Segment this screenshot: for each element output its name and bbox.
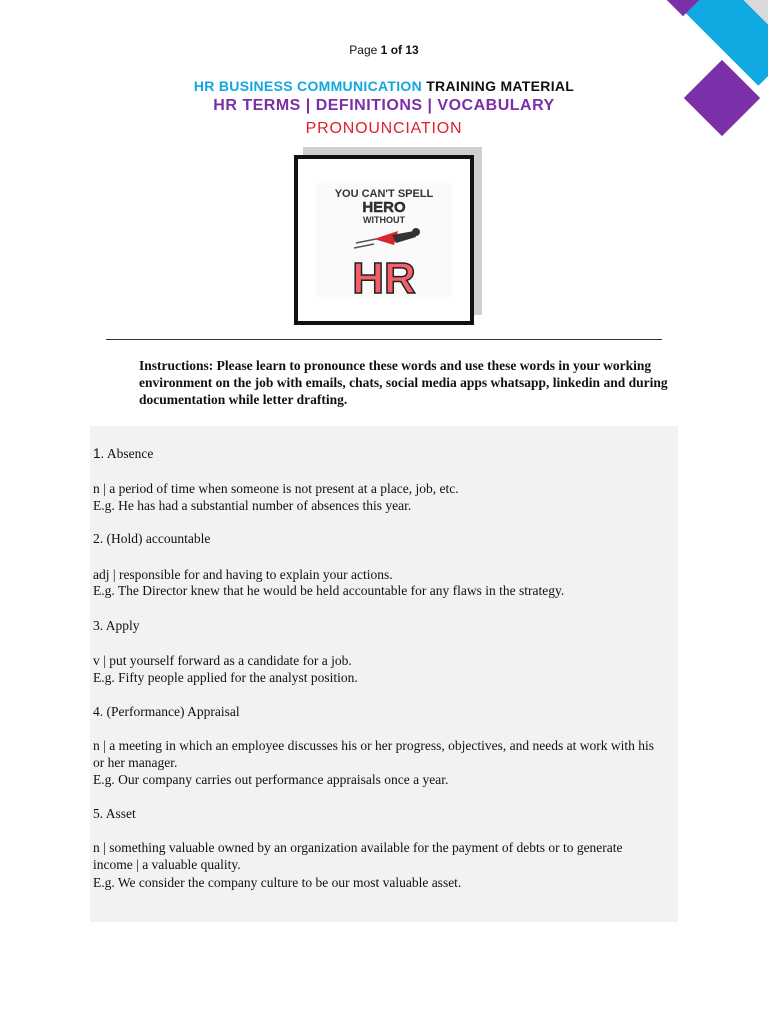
- term-definition: adj | responsible for and having to explain your actions.: [93, 567, 393, 582]
- term-name: (Performance) Appraisal: [106, 704, 240, 719]
- term-number: 5.: [93, 806, 104, 821]
- term-example: E.g. We consider the company culture to be our most valuable asset.: [93, 875, 462, 890]
- term-name: Apply: [105, 618, 140, 633]
- term-heading: [93, 617, 663, 634]
- term-example: E.g. Our company carries out performance appraisals once a year.: [93, 772, 449, 787]
- term-number: 4.: [93, 704, 104, 719]
- term-example: E.g. The Director knew that he would be held accountable for any flaws in the strategy.: [93, 583, 565, 598]
- term-name: Absence: [106, 446, 154, 461]
- term-number: 1.: [93, 446, 105, 461]
- term-name: Asset: [105, 806, 136, 821]
- term-number: 3.: [93, 618, 104, 633]
- term-definition: n | a meeting in which an employee discusses his or her progress, objectives, and needs at work with his or her manager.: [93, 738, 654, 770]
- term-definition: v | put yourself forward as a candidate for a job.: [93, 653, 352, 668]
- term-heading: [93, 805, 663, 822]
- term-example: E.g. Fifty people applied for the analyst position.: [93, 670, 358, 685]
- term-definition: n | something valuable owned by an organization available for the payment of debts or to generate income | a valuable quality.: [93, 840, 623, 872]
- flying-hero-icon: [354, 228, 420, 248]
- title-line-2: HR TERMS | DEFINITIONS | VOCABULARY: [213, 97, 555, 114]
- title-line-3: PRONOUNCIATION: [305, 120, 463, 137]
- term-heading: [93, 530, 663, 547]
- logo-line-2: HERO: [362, 199, 406, 216]
- page-number: Page 1 of 13: [349, 43, 419, 57]
- title-cyan-text: HR BUSINESS COMMUNICATION: [193, 78, 422, 94]
- title-dark-text: TRAINING MATERIAL: [426, 78, 575, 94]
- term-number: 2.: [93, 531, 104, 546]
- instructions-text: Instructions: Please learn to pronounce these words and use these words in your working environment on the job with emails, chats, social media apps whatsapp, linkedin and during documentation while letter drafting.: [139, 358, 668, 407]
- term-definition: n | a period of time when someone is not present at a place, job, etc.: [93, 481, 459, 496]
- corner-decoration: [568, 0, 768, 140]
- term-example: E.g. He has had a substantial number of absences this year.: [93, 498, 412, 513]
- term-heading: [93, 703, 663, 720]
- term-name: (Hold) accountable: [106, 531, 211, 546]
- hero-hr-logo: [294, 155, 474, 325]
- logo-line-1: YOU CAN'T SPELL: [334, 188, 434, 200]
- logo-hr-text: HR: [352, 254, 416, 299]
- logo-line-3: WITHOUT: [363, 215, 405, 225]
- term-heading: [93, 445, 663, 462]
- title-line-1: [0, 78, 768, 94]
- divider-line: [106, 339, 662, 340]
- logo-illustration: [316, 181, 452, 299]
- logo-card: [316, 181, 452, 299]
